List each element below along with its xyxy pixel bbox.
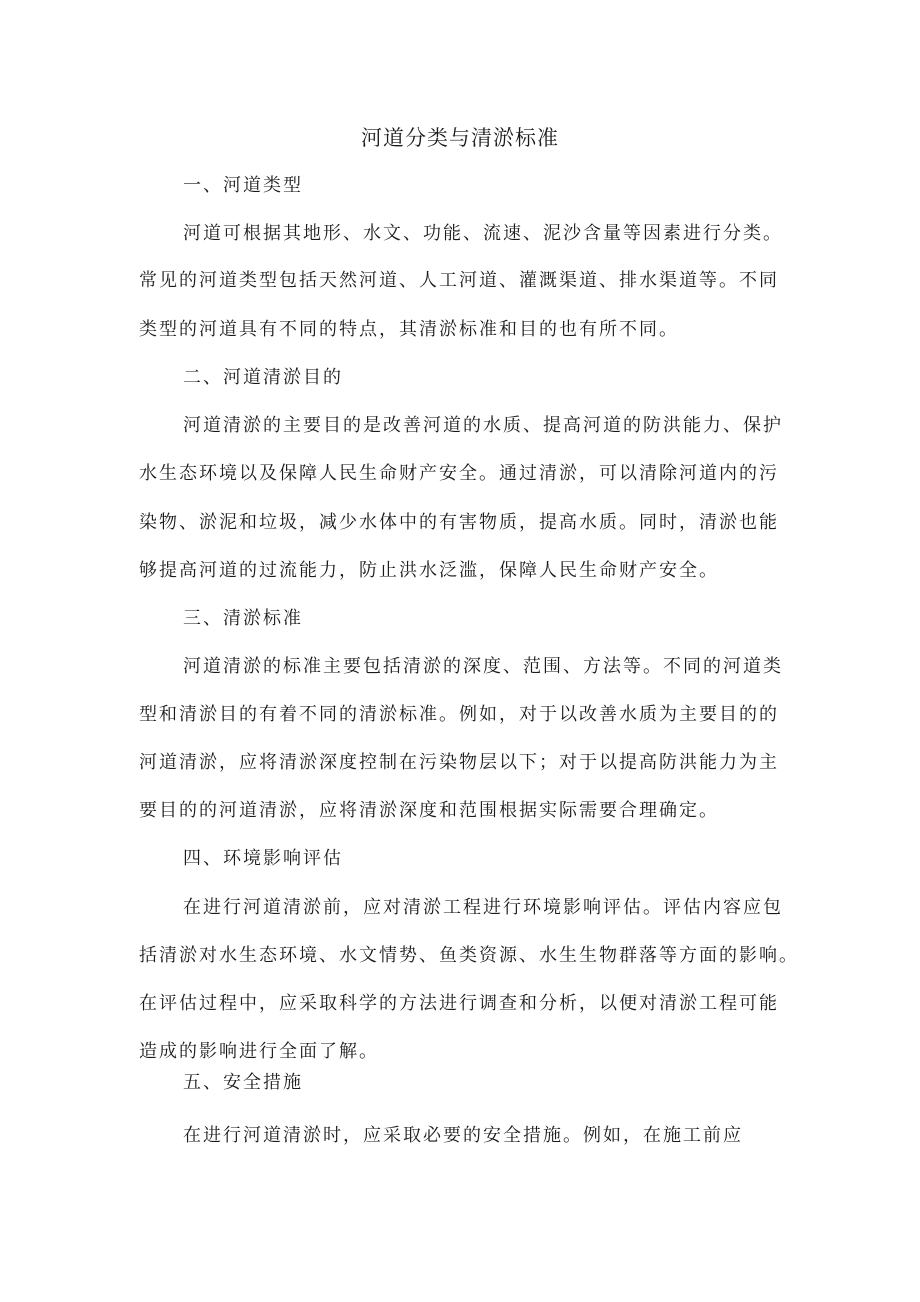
paragraph-line: 类型的河道具有不同的特点，其清淤标准和目的也有所不同。 [139, 319, 679, 340]
paragraph-line: 在进行河道清淤时，应采取必要的安全措施。例如，在施工前应 [183, 1125, 743, 1146]
section-heading-3: 三、清淤标准 [183, 608, 303, 629]
paragraph-line: 在进行河道清淤前，应对清淤工程进行环境影响评估。评估内容应包 [183, 897, 783, 918]
paragraph-line: 河道清淤的主要目的是改善河道的水质、提高河道的防洪能力、保护 [183, 415, 783, 436]
document-title: 河道分类与清淤标准 [361, 126, 559, 150]
paragraph-line: 括清淤对水生态环境、水文情势、鱼类资源、水生生物群落等方面的影响。 [139, 945, 799, 966]
paragraph-line: 河道清淤，应将清淤深度控制在污染物层以下；对于以提高防洪能力为主 [139, 752, 779, 773]
section-heading-4: 四、环境影响评估 [183, 848, 343, 869]
paragraph-line: 要目的的河道清淤，应将清淤深度和范围根据实际需要合理确定。 [139, 800, 719, 821]
paragraph-line: 在评估过程中，应采取科学的方法进行调查和分析，以便对清淤工程可能 [139, 993, 779, 1014]
paragraph-line: 常见的河道类型包括天然河道、人工河道、灌溉渠道、排水渠道等。不同 [139, 270, 779, 291]
section-heading-1: 一、河道类型 [183, 175, 303, 196]
paragraph-line: 够提高河道的过流能力，防止洪水泛滥，保障人民生命财产安全。 [139, 560, 719, 581]
paragraph-line: 造成的影响进行全面了解。 [139, 1041, 379, 1062]
paragraph-line: 染物、淤泥和垃圾，减少水体中的有害物质，提高水质。同时，清淤也能 [139, 512, 779, 533]
paragraph-line: 河道可根据其地形、水文、功能、流速、泥沙含量等因素进行分类。 [183, 223, 783, 244]
paragraph-line: 型和清淤目的有着不同的清淤标准。例如，对于以改善水质为主要目的的 [139, 704, 779, 725]
paragraph-line: 水生态环境以及保障人民生命财产安全。通过清淤，可以清除河道内的污 [139, 463, 779, 484]
paragraph-line: 河道清淤的标准主要包括清淤的深度、范围、方法等。不同的河道类 [183, 656, 783, 677]
section-heading-5: 五、安全措施 [183, 1072, 303, 1093]
section-heading-2: 二、河道清淤目的 [183, 367, 343, 388]
